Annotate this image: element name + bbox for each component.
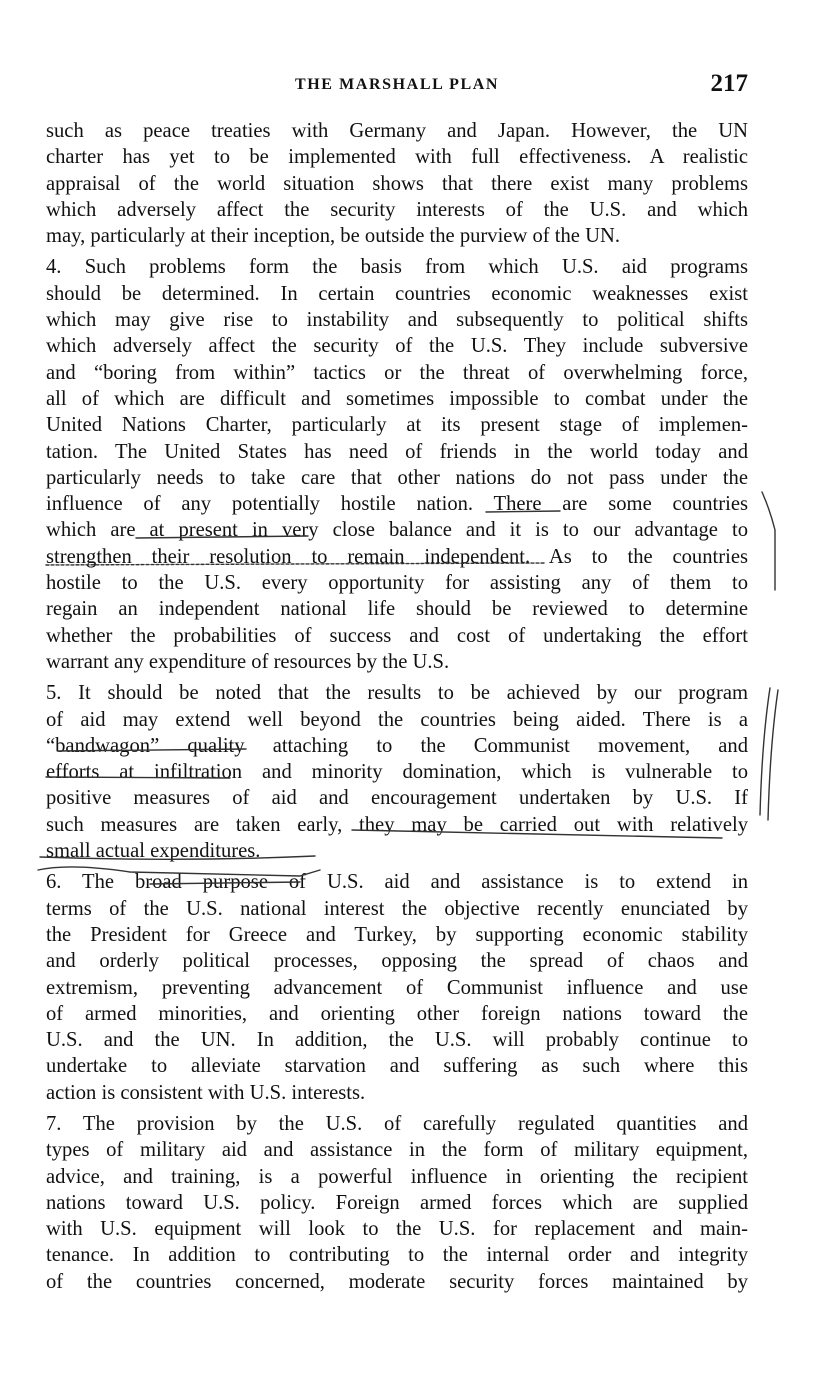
text-line: appraisal of the world situation shows that there exist many problems bbox=[46, 172, 748, 195]
text-line: advice, and training, is a powerful influence in orienting the recipient bbox=[46, 1165, 748, 1188]
running-header bbox=[46, 70, 748, 102]
page-number: 217 bbox=[710, 70, 748, 97]
text-line: of aid may extend well beyond the countries being aided. There is a bbox=[46, 708, 748, 731]
body-text bbox=[46, 118, 748, 1300]
text-line: small actual expenditures. bbox=[46, 840, 261, 863]
text-line: of armed minorities, and orienting other foreign nations toward the bbox=[46, 1002, 748, 1025]
text-line: 6. The broad purpose of U.S. aid and assistance is to extend in bbox=[46, 871, 748, 894]
text-line: tenance. In addition to contributing to the internal order and integrity bbox=[46, 1244, 748, 1267]
text-line: which may give rise to instability and subsequently to political shifts bbox=[46, 309, 748, 332]
text-line: which adversely affect the security of the U.S. They include subversive bbox=[46, 335, 748, 358]
text-line: nations toward U.S. policy. Foreign armed forces which are supplied bbox=[46, 1191, 748, 1214]
text-line: with U.S. equipment will look to the U.S. for replacement and main- bbox=[46, 1218, 748, 1241]
text-line: the President for Greece and Turkey, by supporting economic stability bbox=[46, 923, 748, 946]
text-line: particularly needs to take care that other nations do not pass under the bbox=[46, 466, 748, 489]
text-line: all of which are difficult and sometimes impossible to combat under the bbox=[46, 387, 748, 410]
text-line: such as peace treaties with Germany and Japan. However, the UN bbox=[46, 120, 748, 142]
margin-line bbox=[762, 492, 775, 590]
text-line: hostile to the U.S. every opportunity for assisting any of them to bbox=[46, 572, 748, 595]
text-line: types of military aid and assistance in the form of military equipment, bbox=[46, 1139, 748, 1162]
text-line: undertake to alleviate starvation and suffering as such where this bbox=[46, 1055, 748, 1078]
text-line: strengthen their resolution to remain independent. As to the countries bbox=[46, 545, 748, 568]
paragraph-5 bbox=[46, 680, 748, 864]
paragraph-continuation bbox=[46, 118, 748, 249]
text-line: tation. The United States has need of friends in the world today and bbox=[46, 440, 748, 463]
text-line: of the countries concerned, moderate security forces maintained by bbox=[46, 1270, 748, 1293]
text-line: 5. It should be noted that the results to be achieved by our program bbox=[46, 682, 748, 705]
text-line: terms of the U.S. national interest the objective recently enunciated by bbox=[46, 897, 748, 920]
text-line: charter has yet to be implemented with full effectiveness. A realistic bbox=[46, 146, 748, 169]
text-line: may, particularly at their inception, be outside the purview of the UN. bbox=[46, 225, 620, 248]
text-line: and orderly political processes, opposing the spread of chaos and bbox=[46, 950, 748, 973]
text-line: regain an independent national life should be reviewed to determine bbox=[46, 598, 748, 621]
text-line: should be determined. In certain countries economic weaknesses exist bbox=[46, 282, 748, 305]
text-line: positive measures of aid and encouragement undertaken by U.S. If bbox=[46, 787, 748, 810]
text-line: U.S. and the UN. In addition, the U.S. will probably continue to bbox=[46, 1029, 748, 1052]
paragraph-7 bbox=[46, 1111, 748, 1295]
text-line: which are at present in very close balance and it is to our advantage to bbox=[46, 519, 748, 542]
text-line: whether the probabilities of success and cost of undertaking the effort bbox=[46, 624, 748, 647]
margin-line bbox=[760, 688, 770, 815]
running-title: THE MARSHALL PLAN bbox=[294, 76, 500, 93]
text-line: influence of any potentially hostile nation. There are some countries bbox=[46, 493, 748, 516]
text-line: and “boring from within” tactics or the threat of overwhelming force, bbox=[46, 361, 748, 384]
text-line: 7. The provision by the U.S. of carefully regulated quantities and bbox=[46, 1112, 748, 1135]
text-line: warrant any expenditure of resources by the U.S. bbox=[46, 650, 450, 673]
text-line: which adversely affect the security interests of the U.S. and which bbox=[46, 198, 748, 221]
paragraph-4 bbox=[46, 254, 748, 675]
text-line: United Nations Charter, particularly at its present stage of implemen- bbox=[46, 414, 748, 437]
text-line: such measures are taken early, they may be carried out with relatively bbox=[46, 813, 748, 836]
paragraph-6 bbox=[46, 869, 748, 1106]
text-line: “bandwagon” quality attaching to the Communist movement, and bbox=[46, 734, 748, 757]
text-line: extremism, preventing advancement of Communist influence and use bbox=[46, 976, 748, 999]
text-line: action is consistent with U.S. interests. bbox=[46, 1081, 366, 1104]
text-line: 4. Such problems form the basis from which U.S. aid programs bbox=[46, 256, 748, 279]
text-line: efforts at infiltration and minority domination, which is vulnerable to bbox=[46, 761, 748, 784]
margin-line bbox=[768, 690, 778, 820]
